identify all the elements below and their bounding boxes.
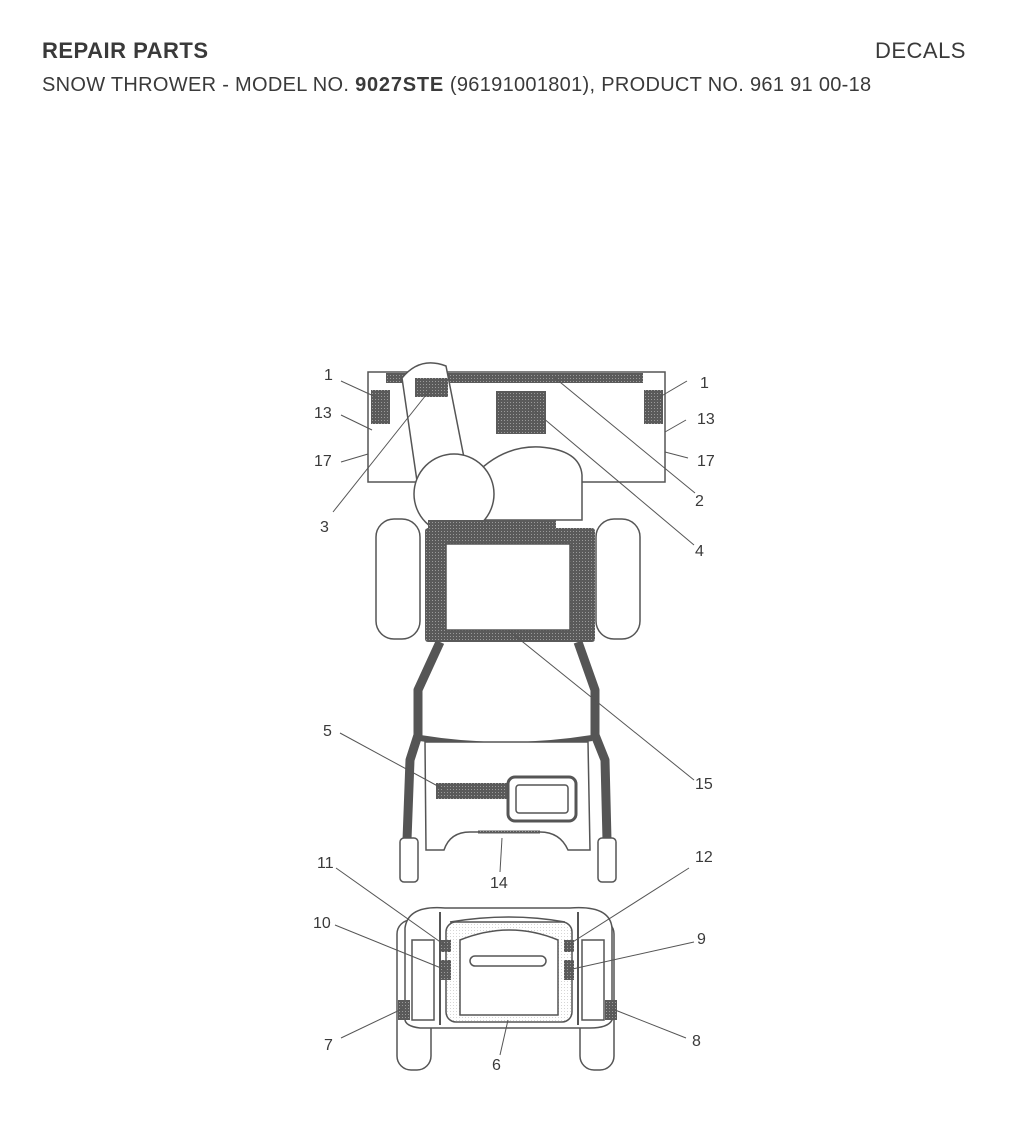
category-title: DECALS — [874, 38, 966, 63]
callout-15: 15 — [695, 776, 713, 793]
callout-5: 5 — [323, 723, 332, 740]
subtitle-suffix: (96191001801), PRODUCT NO. 961 91 00-18 — [444, 74, 872, 96]
callout-2: 2 — [695, 493, 704, 510]
callout-13-left: 13 — [314, 405, 332, 422]
callout-1-right: 1 — [700, 375, 709, 392]
callout-10: 10 — [313, 915, 331, 932]
callout-9: 9 — [697, 931, 706, 948]
decal-15 — [446, 544, 570, 630]
model-number: 9027STE — [355, 74, 445, 96]
callout-1-left: 1 — [324, 367, 333, 384]
decal-3 — [415, 378, 448, 397]
subtitle-prefix: SNOW THROWER - MODEL NO. — [42, 74, 356, 96]
decal-5 — [436, 783, 514, 799]
callout-13-right: 13 — [697, 411, 715, 428]
frame — [376, 519, 640, 642]
section-title: REPAIR PARTS — [42, 38, 209, 63]
callout-14: 14 — [490, 875, 508, 892]
callout-11: 11 — [317, 855, 334, 872]
callout-8: 8 — [692, 1033, 701, 1050]
control-panel — [425, 742, 590, 850]
callout-3: 3 — [320, 519, 329, 536]
decal-1-left — [371, 390, 390, 424]
callout-4: 4 — [695, 543, 704, 560]
callout-6: 6 — [492, 1057, 501, 1074]
callout-17-left: 17 — [314, 453, 332, 470]
decal-1-right — [644, 390, 663, 424]
callout-7: 7 — [324, 1037, 333, 1054]
rear-view — [397, 908, 617, 1070]
callout-17-right: 17 — [697, 453, 715, 470]
decal-4 — [496, 391, 546, 434]
callout-12: 12 — [695, 849, 713, 866]
